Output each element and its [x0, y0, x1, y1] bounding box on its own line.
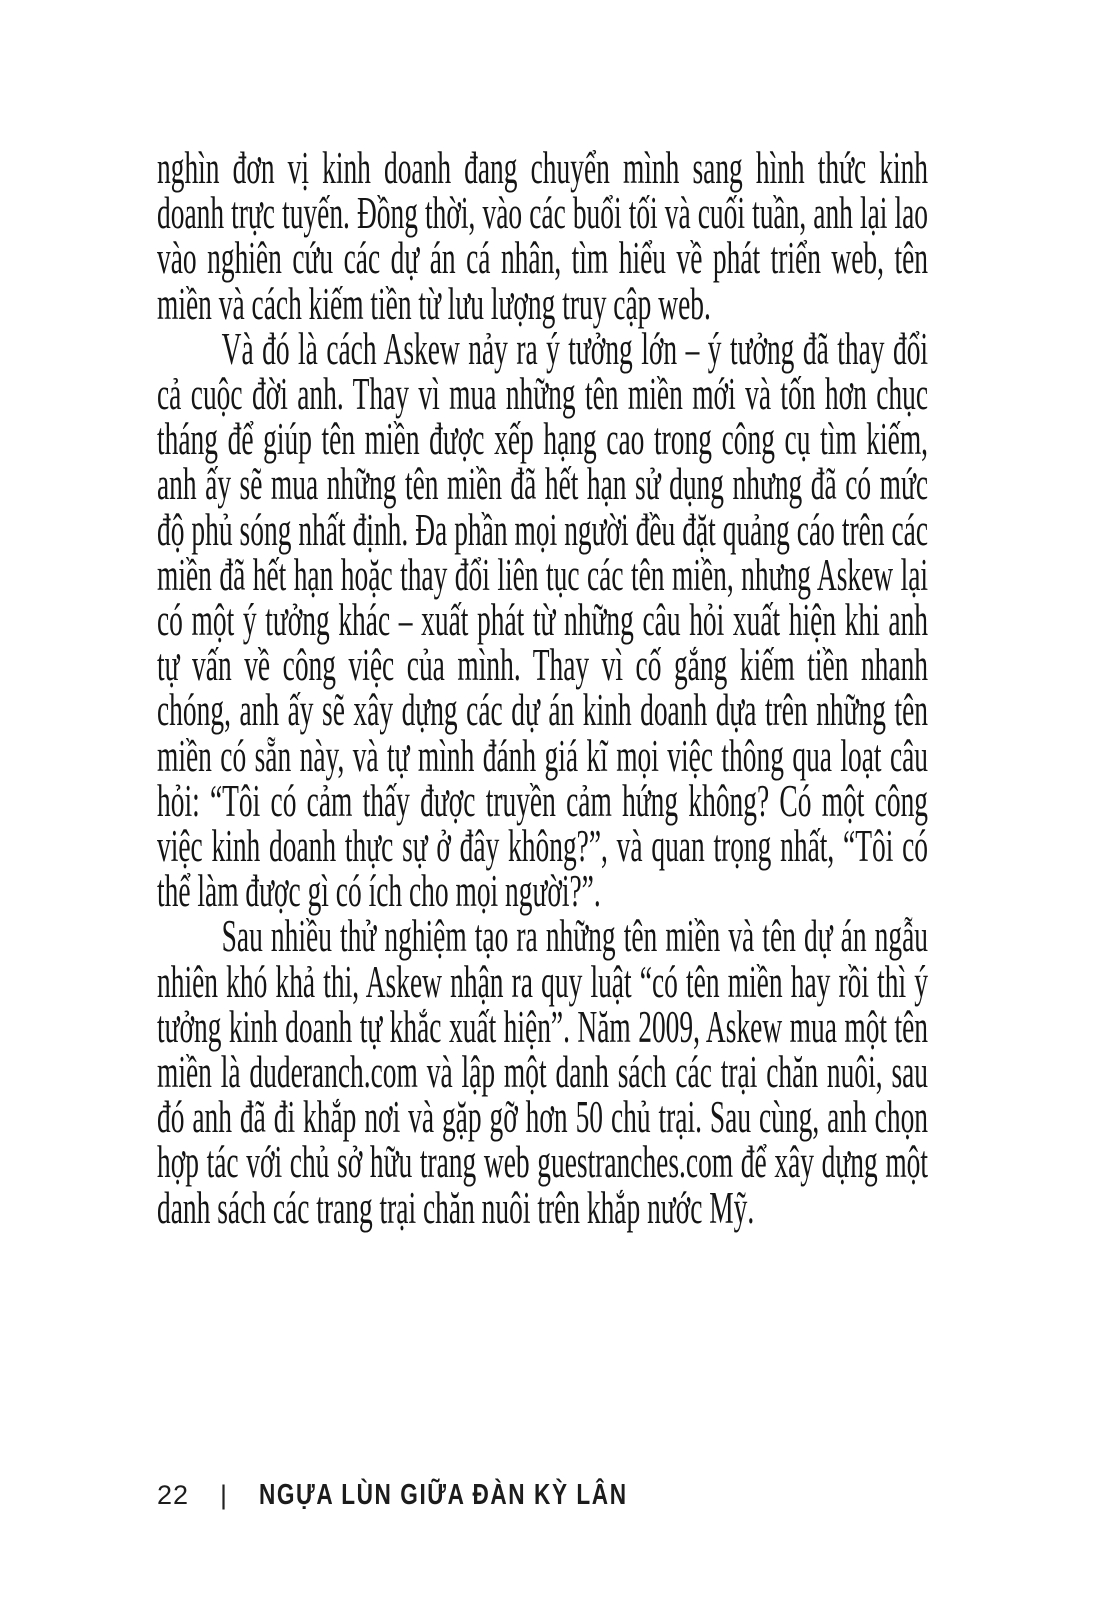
page-number: 22 [157, 1480, 190, 1510]
body-paragraph: Sau nhiều thử nghiệm tạo ra những tên miền và tên dự án ngẫu nhiên khó khả thi, Askew nhận ra quy luật “có tên miền hay rồi thì ý tưởng kinh doanh tự khắc xuất hiện”. Năm 2009, Askew mua một tên miền là duderanch.com và lập một danh sách các trại chăn nuôi, sau đó anh đã đi khắp nơi và gặp gỡ hơn 50 chủ trại. Sau cùng, anh chọn hợp tác với chủ sở hữu trang web guestranches.com để xây dựng một danh sách các trang trại chăn nuôi trên khắp nước Mỹ. [157, 911, 929, 1233]
footer-divider: | [220, 1480, 228, 1510]
body-text-block [157, 143, 929, 1233]
running-head-book-title: NGỰA LÙN GIỮA ĐÀN KỲ LÂN [259, 1479, 628, 1511]
body-paragraph: nghìn đơn vị kinh doanh đang chuyển mình sang hình thức kinh doanh trực tuyến. Đồng thời, vào các buổi tối và cuối tuần, anh lại lao vào nghiên cứu các dự án cá nhân, tìm hiểu về phát triển web, tên miền và cách kiếm tiền từ lưu lượng truy cập web. [157, 143, 929, 329]
body-paragraph: Và đó là cách Askew nảy ra ý tưởng lớn – ý tưởng đã thay đổi cả cuộc đời anh. Thay vì mua những tên miền mới và tốn hơn chục tháng để giúp tên miền được xếp hạng cao trong công cụ tìm kiếm, anh ấy sẽ mua những tên miền đã hết hạn sử dụng nhưng đã có mức độ phủ sóng nhất định. Đa phần mọi người đều đặt quảng cáo trên các miền đã hết hạn hoặc thay đổi liên tục các tên miền, nhưng Askew lại có một ý tưởng khác – xuất phát từ những câu hỏi xuất hiện khi anh tự vấn về công việc của mình. Thay vì cố gắng kiếm tiền nhanh chóng, anh ấy sẽ xây dựng các dự án kinh doanh dựa trên những tên miền có sẵn này, và tự mình đánh giá kĩ mọi việc thông qua loạt câu hỏi: “Tôi có cảm thấy được truyền cảm hứng không? Có một công việc kinh doanh thực sự ở đây không?”, và quan trọng nhất, “Tôi có thể làm được gì có ích cho mọi người?”. [157, 323, 929, 917]
page-footer [157, 1479, 732, 1512]
